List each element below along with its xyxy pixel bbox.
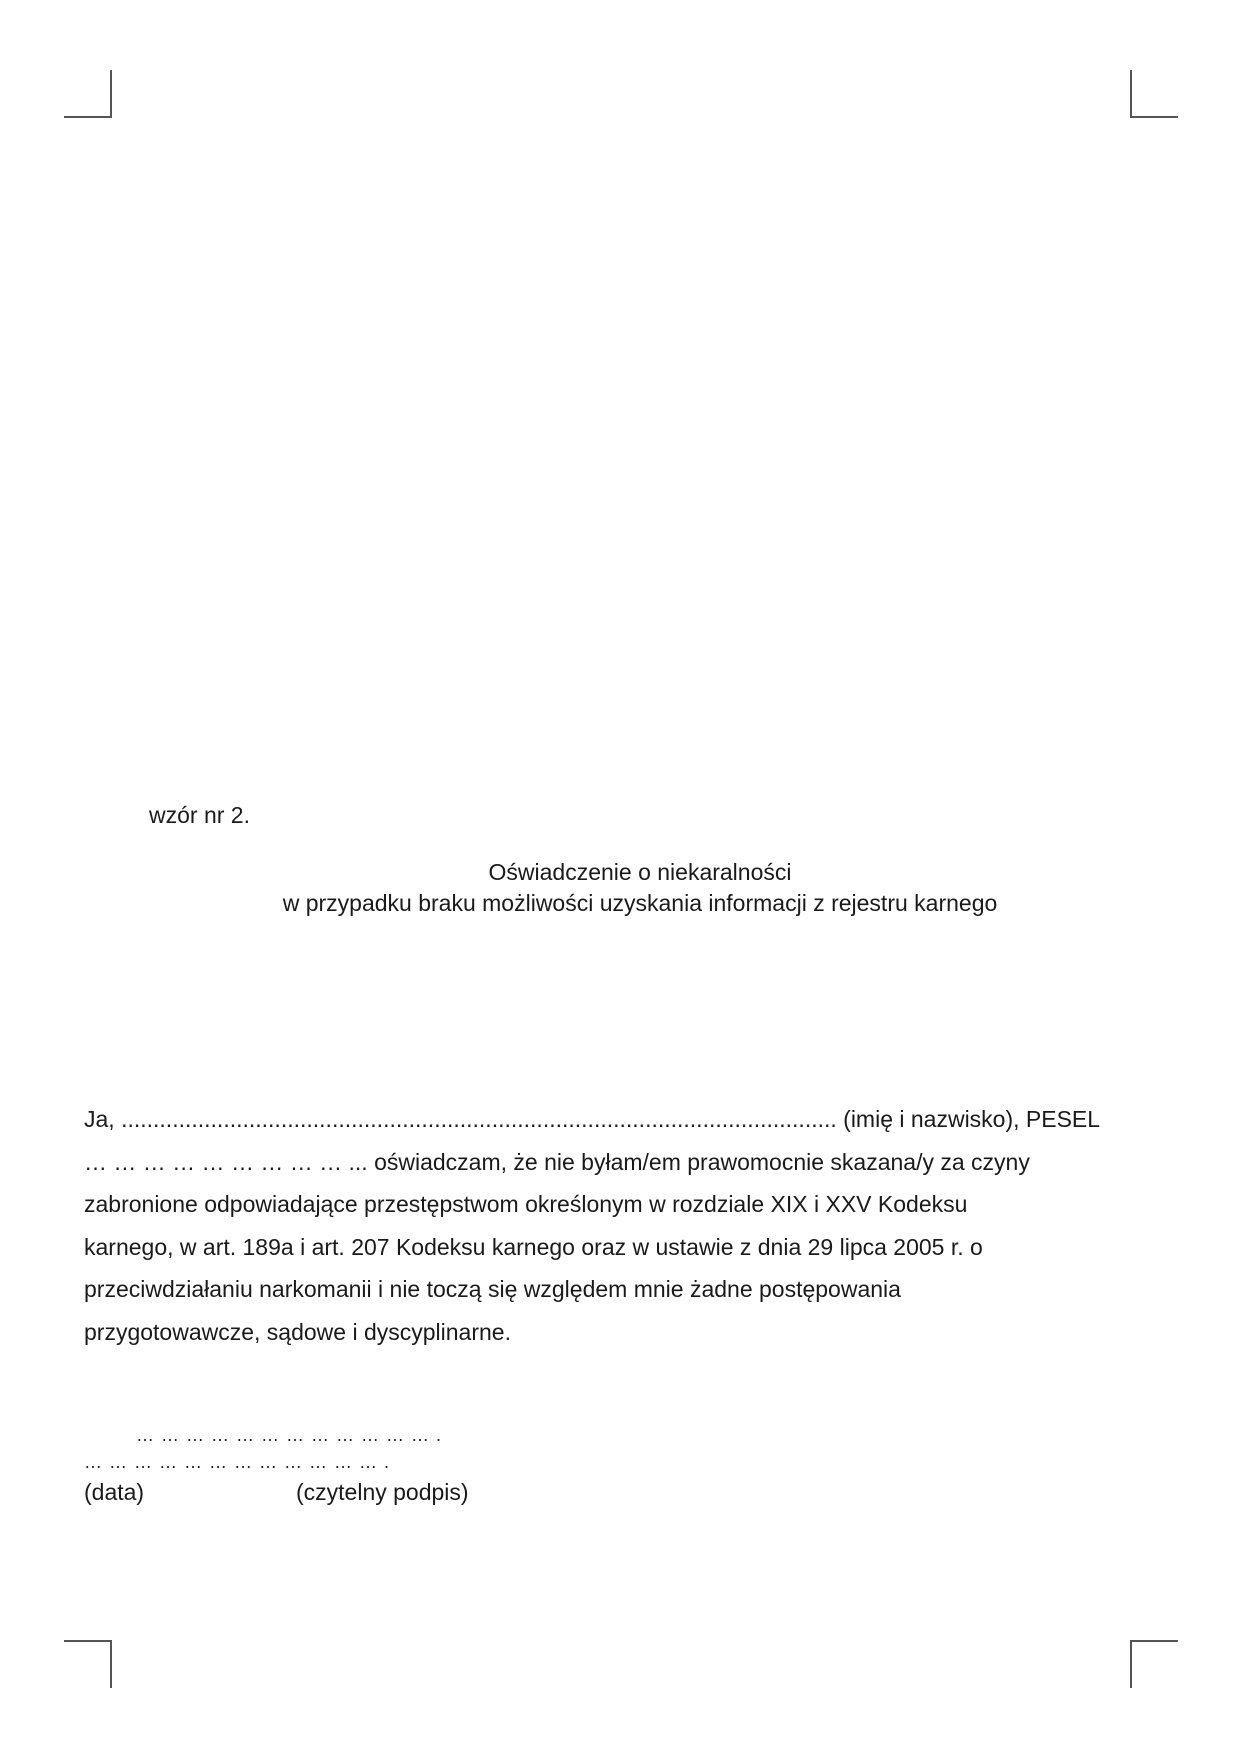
crop-mark-bottom-right [1130, 1640, 1178, 1688]
signature-dotted-line: … … … … … … … … … … … … . [84, 1452, 391, 1472]
date-dotted-line: … … … … … … … … … … … … . [136, 1425, 443, 1445]
body-line-4: karnego, w art. 189a i art. 207 Kodeksu karnego oraz w ustawie z dnia 29 lipca 2005 r. o [84, 1233, 983, 1260]
crop-mark-top-right [1130, 70, 1178, 118]
date-label: (data) [84, 1479, 145, 1505]
title-line-2: w przypadku braku możliwości uzyskania informacji z rejestru karnego [282, 890, 998, 916]
body-line-1: Ja, ................................................................................................................ (imię i nazwisko), PESEL [84, 1106, 1101, 1132]
template-label: wzór nr 2. [149, 802, 250, 828]
title-line-1: Oświadczenie o niekaralności [488, 859, 792, 885]
signature-label: (czytelny podpis) [296, 1479, 469, 1505]
body-line-5: przeciwdziałaniu narkomanii i nie toczą się względem mnie żadne postępowania [84, 1276, 901, 1302]
body-line-3: zabronione odpowiadające przestępstwom określonym w rozdziale XIX i XXV Kodeksu [84, 1191, 968, 1217]
body-line-6: przygotowawcze, sądowe i dyscyplinarne. [84, 1318, 511, 1345]
crop-mark-top-left [64, 70, 112, 118]
crop-mark-bottom-left [64, 1640, 112, 1688]
body-line-2: … … … … … … … … … ... oświadczam, że nie byłam/em prawomocnie skazana/y za czyny [84, 1148, 1030, 1175]
declaration-body [84, 1098, 1124, 1353]
document-title [0, 857, 1240, 919]
